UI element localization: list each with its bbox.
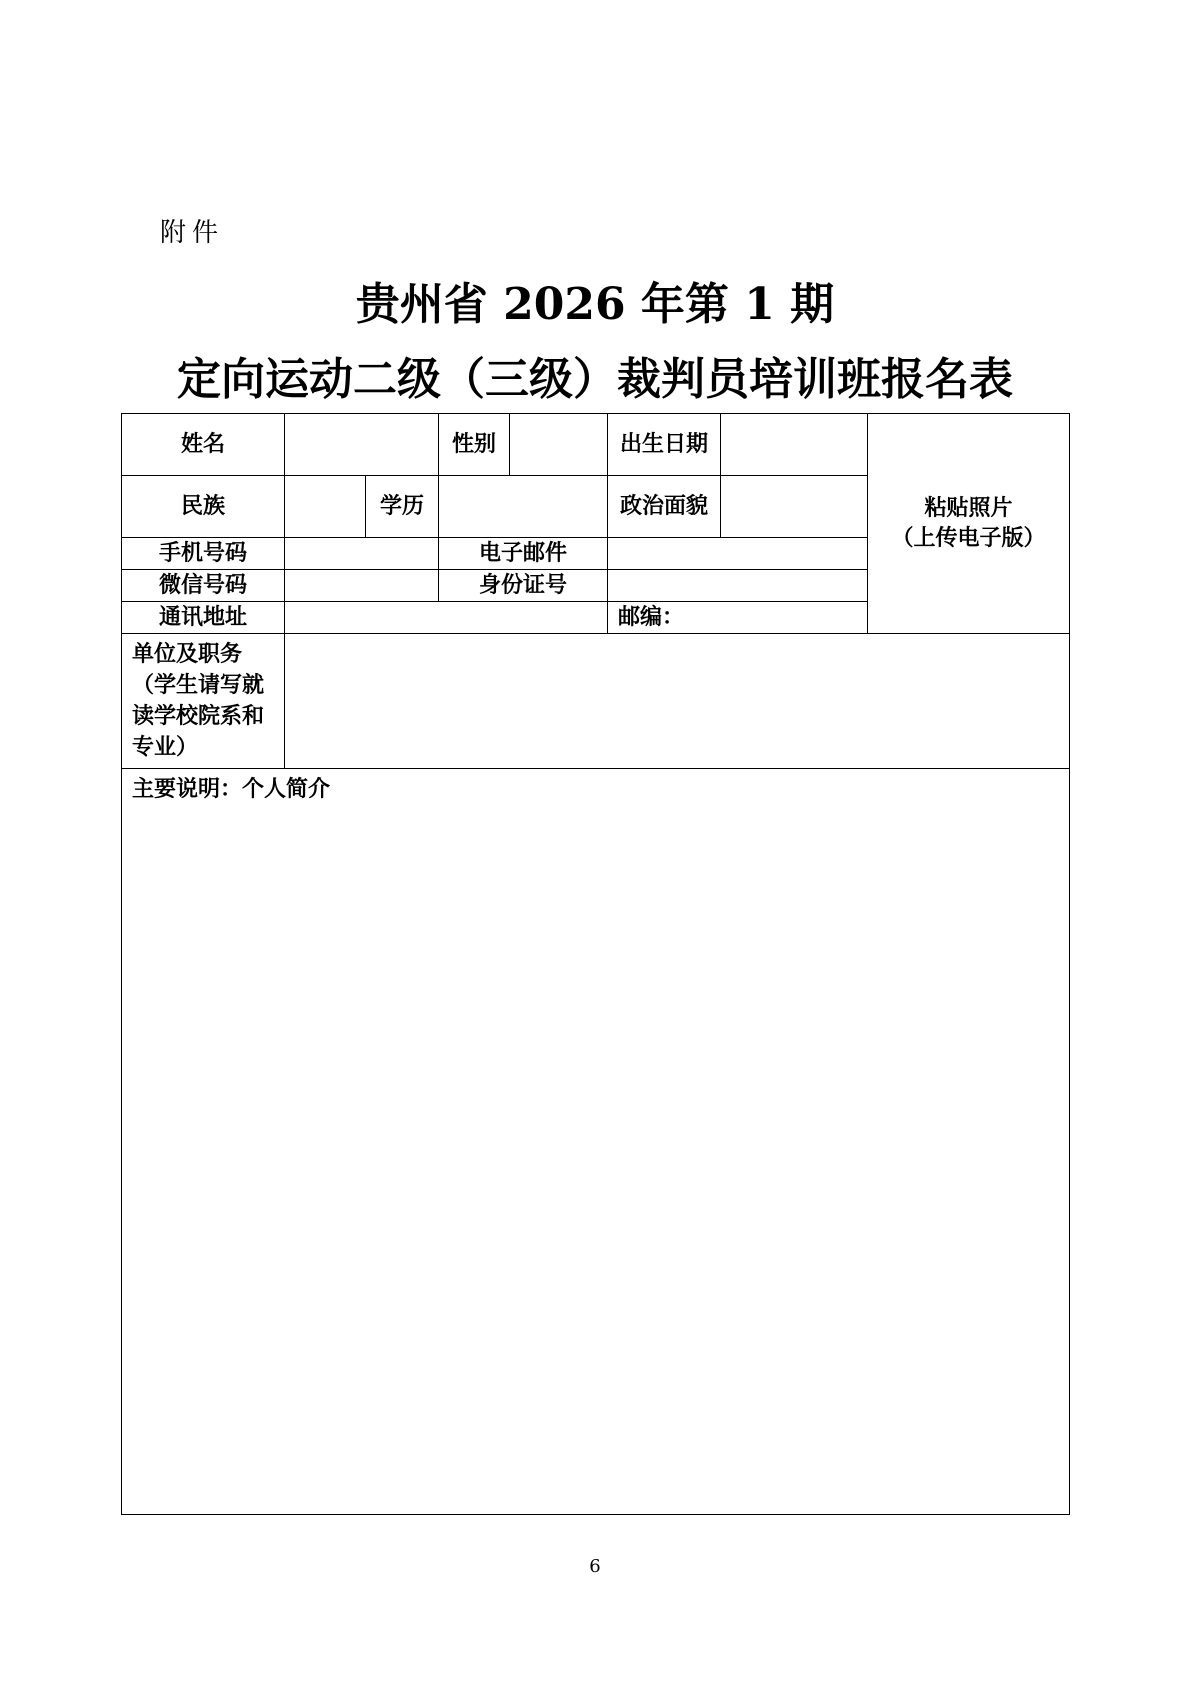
page-number: 6 bbox=[589, 1556, 601, 1577]
name-label: 姓名 bbox=[122, 414, 285, 476]
education-field[interactable] bbox=[439, 476, 608, 538]
name-field[interactable] bbox=[285, 414, 439, 476]
wechat-label: 微信号码 bbox=[122, 570, 285, 602]
registration-form-table bbox=[121, 413, 1070, 1515]
personal-intro-label: 主要说明：个人简介 bbox=[132, 777, 331, 802]
personal-intro-field[interactable] bbox=[122, 769, 1070, 1515]
ethnicity-label: 民族 bbox=[122, 476, 285, 538]
email-field[interactable] bbox=[608, 538, 868, 570]
unit-position-field[interactable] bbox=[285, 634, 1070, 769]
political-status-label: 政治面貌 bbox=[608, 476, 721, 538]
gender-field[interactable] bbox=[510, 414, 608, 476]
email-label: 电子邮件 bbox=[439, 538, 608, 570]
address-label: 通讯地址 bbox=[122, 602, 285, 634]
birth-date-field[interactable] bbox=[721, 414, 868, 476]
id-number-field[interactable] bbox=[608, 570, 868, 602]
photo-sub-label: （上传电子版） bbox=[891, 525, 1046, 551]
phone-field[interactable] bbox=[285, 538, 439, 570]
ethnicity-field[interactable] bbox=[285, 476, 366, 538]
photo-placeholder[interactable] bbox=[868, 414, 1070, 634]
form-title-line1: 贵州省 2026 年第 1 期 bbox=[355, 279, 835, 330]
form-row-1 bbox=[122, 414, 1070, 476]
unit-position-label: 单位及职务（学生请写就读学校院系和专业） bbox=[122, 634, 285, 769]
form-title-line2: 定向运动二级（三级）裁判员培训班报名表 bbox=[177, 354, 1013, 405]
form-row-6 bbox=[122, 634, 1070, 769]
birth-date-label: 出生日期 bbox=[608, 414, 721, 476]
education-label: 学历 bbox=[366, 476, 439, 538]
photo-label: 粘贴照片 bbox=[924, 495, 1013, 521]
political-status-field[interactable] bbox=[721, 476, 868, 538]
gender-label: 性别 bbox=[439, 414, 510, 476]
phone-label: 手机号码 bbox=[122, 538, 285, 570]
id-number-label: 身份证号 bbox=[439, 570, 608, 602]
attachment-label: 附件 bbox=[160, 218, 225, 248]
form-row-7 bbox=[122, 769, 1070, 1515]
wechat-field[interactable] bbox=[285, 570, 439, 602]
address-field[interactable] bbox=[285, 602, 608, 634]
postcode-field[interactable]: 邮编： bbox=[608, 602, 868, 634]
